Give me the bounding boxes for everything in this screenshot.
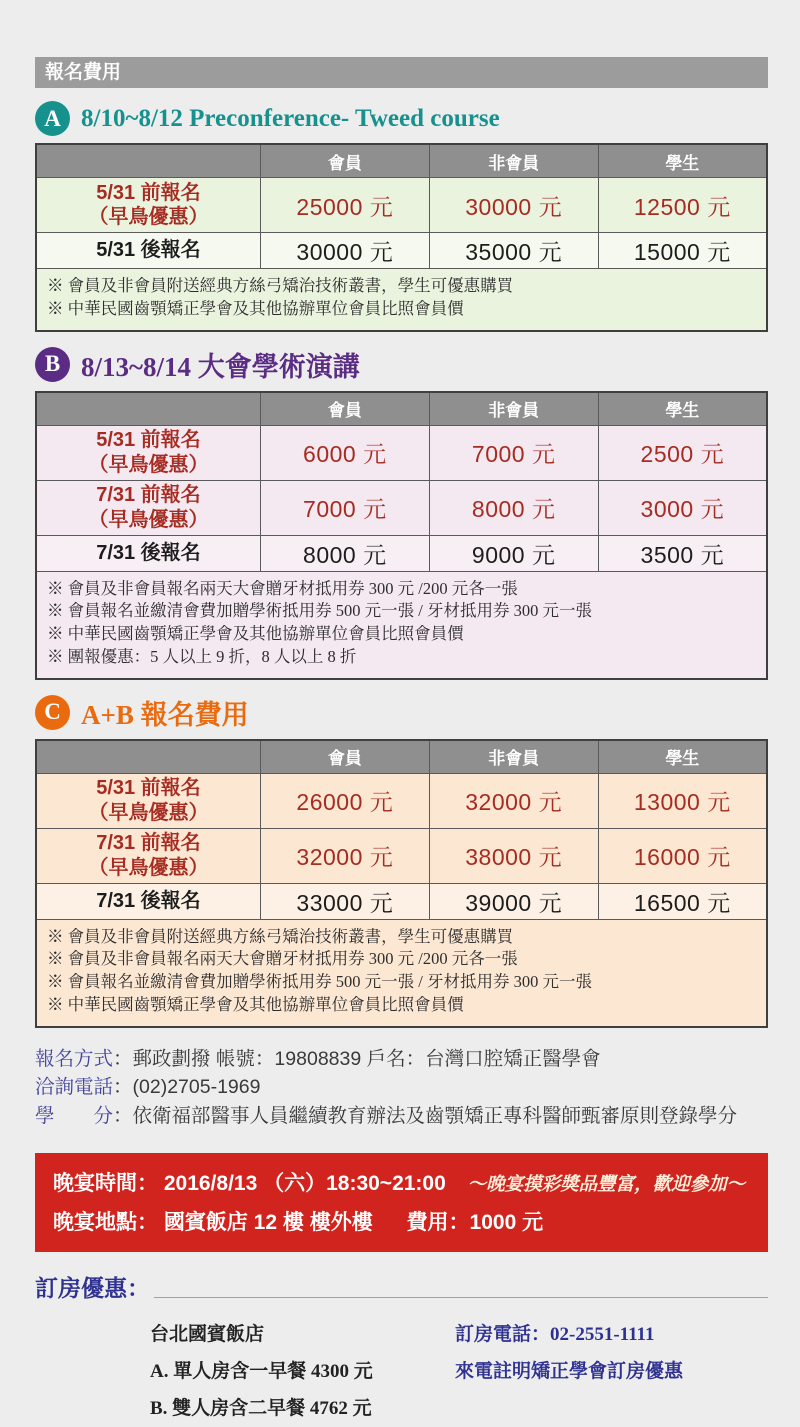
price-cell: 8000 元 [260, 535, 429, 571]
banquet-note: ～晚宴摸彩獎品豐富，歡迎參加～ [467, 1174, 746, 1195]
table-c-col-student: 學生 [598, 740, 767, 774]
table-a-notes [36, 269, 767, 331]
hotel-options [150, 1316, 455, 1427]
note-line: ※ 會員報名並繳清會費加贈學術抵用券 500 元一張 / 牙材抵用券 300 元一張 [47, 601, 592, 621]
table-b-col-student: 學生 [598, 392, 767, 426]
banquet-time-line [53, 1167, 750, 1197]
row-label [36, 178, 260, 233]
banquet-place-value: 國賓飯店 12 樓 樓外樓 [163, 1210, 373, 1234]
hotel-note: 來電註明矯正學會訂房優惠 [455, 1360, 684, 1382]
price-cell: 35000 元 [429, 233, 598, 269]
price-cell: 16000 元 [598, 828, 767, 883]
price-cell: 7000 元 [260, 480, 429, 535]
banquet-place-line [53, 1206, 750, 1236]
banquet-fee: 費用：1000 元 [406, 1210, 544, 1234]
banquet-time-value: 2016/8/13 （六）18:30~21:00 [163, 1171, 446, 1195]
table-b-header-row [36, 392, 767, 426]
note-line: ※ 會員報名並繳清會費加贈學術抵用券 500 元一張 / 牙材抵用券 300 元一張 [47, 972, 592, 992]
section-b-badge: B [35, 347, 70, 382]
contact-label: 洽詢電話 [35, 1076, 114, 1099]
price-cell: 25000 元 [260, 178, 429, 233]
table-b-row-early1 [36, 425, 767, 480]
table-b-row-late [36, 535, 767, 571]
note-line: ※ 中華民國齒顎矯正學會及其他協辦單位會員比照會員價 [47, 298, 464, 318]
price-cell: 12500 元 [598, 178, 767, 233]
fee-table-c [35, 739, 768, 1028]
price-cell: 32000 元 [260, 828, 429, 883]
section-c-badge: C [35, 695, 70, 730]
hotel-contact [455, 1316, 683, 1427]
row-label: 5/31 後報名 [36, 233, 260, 269]
contact-line-phone [35, 1074, 768, 1102]
table-b-corner-cell [36, 392, 260, 426]
note-line: ※ 會員及非會員報名兩天大會贈牙材抵用券 300 元 /200 元各一張 [47, 578, 518, 598]
note-line: ※ 會員及非會員附送經典方絲弓矯治技術叢書，學生可優惠購買 [47, 276, 514, 295]
price-cell: 3000 元 [598, 480, 767, 535]
table-a-col-nonmember: 非會員 [429, 144, 598, 178]
note-line: ※ 中華民國齒顎矯正學會及其他協辦單位會員比照會員價 [47, 624, 464, 644]
flyer-content [35, 0, 768, 1427]
price-cell: 13000 元 [598, 773, 767, 828]
table-c-corner-cell [36, 740, 260, 774]
table-b-row-early2 [36, 480, 767, 535]
price-cell: 39000 元 [429, 883, 598, 919]
table-b-notes-row [36, 571, 767, 679]
contact-text: ：(02)2705-1969 [113, 1076, 261, 1099]
row-label: 7/31 後報名 [36, 883, 260, 919]
table-b-col-nonmember: 非會員 [429, 392, 598, 426]
contact-text: ：郵政劃撥 帳號：19808839 戶名：台灣口腔矯正醫學會 [113, 1047, 601, 1070]
table-c-col-member: 會員 [260, 740, 429, 774]
row-label-line2: （早鳥優惠） [88, 453, 209, 476]
row-label-line1: 5/31 前報名 [96, 777, 201, 800]
banquet-place-label: 晚宴地點： [53, 1210, 158, 1234]
row-label-line1: 5/31 前報名 [96, 181, 201, 204]
section-b-title: 8/13~8/14 大會學術演講 [81, 351, 360, 382]
price-cell: 2500 元 [598, 425, 767, 480]
table-c-row-early1 [36, 773, 767, 828]
table-c-header-row [36, 740, 767, 774]
price-cell: 30000 元 [260, 233, 429, 269]
hotel-heading-row [35, 1270, 768, 1303]
table-c-row-late [36, 883, 767, 919]
note-line: ※ 中華民國齒顎矯正學會及其他協辦單位會員比照會員價 [47, 994, 464, 1014]
table-b-col-member: 會員 [260, 392, 429, 426]
heading-rule [154, 1297, 768, 1298]
table-c-notes [36, 919, 767, 1027]
table-c-row-early2 [36, 828, 767, 883]
price-cell: 26000 元 [260, 773, 429, 828]
section-c-title: A+B 報名費用 [81, 699, 249, 730]
note-line: ※ 會員及非會員附送經典方絲弓矯治技術叢書，學生可優惠購買 [47, 926, 514, 946]
price-cell: 9000 元 [429, 535, 598, 571]
row-label-line2: （早鳥優惠） [88, 508, 209, 531]
row-label-line1: 5/31 前報名 [96, 429, 201, 452]
banquet-time-label: 晚宴時間： [53, 1171, 158, 1195]
price-cell: 3500 元 [598, 535, 767, 571]
price-cell: 16500 元 [598, 883, 767, 919]
hotel-details [150, 1316, 768, 1427]
table-c-col-nonmember: 非會員 [429, 740, 598, 774]
contact-label: 報名方式 [35, 1047, 114, 1070]
row-label: 7/31 後報名 [36, 535, 260, 571]
row-label [36, 480, 260, 535]
contact-text: ：依衛福部醫事人員繼續教育辦法及齒顎矯正專科醫師甄審原則登錄學分 [113, 1105, 738, 1128]
section-a-title: 8/10~8/12 Preconference- Tweed course [81, 104, 500, 132]
hotel-option-double: B. 雙人房含二早餐 4762 元 [150, 1397, 372, 1419]
hotel-heading: 訂房優惠： [35, 1275, 150, 1301]
table-c-notes-row [36, 919, 767, 1027]
fee-table-b [35, 391, 768, 680]
note-line: ※ 團報優惠：5 人以上 9 折，8 人以上 8 折 [47, 646, 357, 666]
banquet-banner [35, 1153, 768, 1252]
row-label-line2: （早鳥優惠） [88, 856, 209, 879]
note-line: ※ 會員及非會員報名兩天大會贈牙材抵用券 300 元 /200 元各一張 [47, 949, 518, 969]
price-cell: 6000 元 [260, 425, 429, 480]
hotel-phone: 訂房電話：02-2551-1111 [455, 1323, 655, 1345]
hotel-name: 台北國賓飯店 [150, 1323, 265, 1345]
row-label-line2: （早鳥優惠） [88, 206, 209, 228]
row-label-line1: 7/31 前報名 [96, 832, 201, 855]
table-a-corner-cell [36, 144, 260, 178]
table-b-notes [36, 571, 767, 679]
price-cell: 30000 元 [429, 178, 598, 233]
price-cell: 15000 元 [598, 233, 767, 269]
contact-line-credits [35, 1103, 768, 1131]
fee-table-a [35, 143, 768, 332]
table-a-col-student: 學生 [598, 144, 767, 178]
table-a-row-early [36, 178, 767, 233]
row-label [36, 425, 260, 480]
table-a-col-member: 會員 [260, 144, 429, 178]
hotel-option-single: A. 單人房含一早餐 4300 元 [150, 1360, 373, 1382]
row-label-line1: 7/31 前報名 [96, 484, 201, 507]
table-a-header-row [36, 144, 767, 178]
row-label [36, 773, 260, 828]
row-label-line2: （早鳥優惠） [88, 801, 209, 824]
contact-info [35, 1046, 768, 1131]
price-cell: 32000 元 [429, 773, 598, 828]
section-a-heading [35, 101, 768, 136]
page-title: 報名費用 [35, 57, 768, 88]
table-a-notes-row [36, 269, 767, 331]
contact-line-method [35, 1046, 768, 1074]
price-cell: 8000 元 [429, 480, 598, 535]
section-c-heading [35, 693, 768, 732]
section-b-heading [35, 345, 768, 384]
price-cell: 7000 元 [429, 425, 598, 480]
row-label [36, 828, 260, 883]
price-cell: 33000 元 [260, 883, 429, 919]
table-a-row-late [36, 233, 767, 269]
contact-label: 學 分 [35, 1105, 114, 1128]
price-cell: 38000 元 [429, 828, 598, 883]
section-a-badge: A [35, 101, 70, 136]
